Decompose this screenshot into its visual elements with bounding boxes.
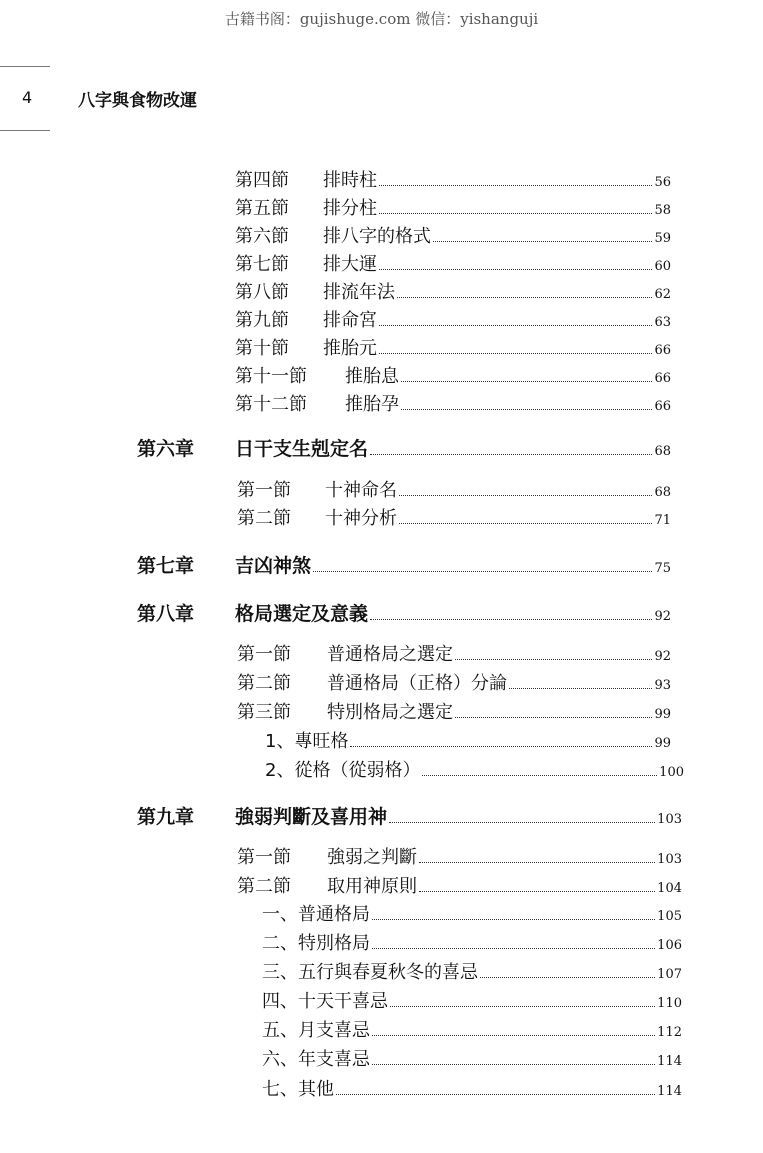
toc-page: 99 <box>654 736 671 751</box>
toc-entry-subsection[interactable] <box>262 906 682 924</box>
toc-title: 特別格局之選定 <box>327 702 453 723</box>
toc-prefix: 第六節 <box>235 226 289 247</box>
toc-title: 1、專旺格 <box>265 731 349 752</box>
toc-title: 十神命名 <box>325 480 397 501</box>
toc-leader <box>390 1006 655 1007</box>
toc-page: 68 <box>654 485 671 500</box>
toc-title: 六、年支喜忌 <box>262 1049 370 1070</box>
toc-prefix: 第七節 <box>235 254 289 275</box>
toc-leader <box>399 523 652 524</box>
toc-prefix: 第八節 <box>235 282 289 303</box>
toc-prefix: 第四節 <box>235 170 289 191</box>
toc-page: 104 <box>657 881 682 896</box>
toc-page: 93 <box>654 678 671 693</box>
toc-entry-section[interactable] <box>237 675 671 693</box>
toc-leader <box>372 1064 655 1065</box>
toc-page: 66 <box>654 399 671 414</box>
toc-prefix: 第十節 <box>235 338 289 359</box>
toc-leader <box>379 213 652 214</box>
toc-page: 66 <box>654 371 671 386</box>
toc-title: 推胎息 <box>345 366 399 387</box>
toc-entry-subsection[interactable] <box>262 993 682 1011</box>
toc-entry-section[interactable] <box>237 510 671 528</box>
toc-title: 十神分析 <box>325 508 397 529</box>
toc-title: 排大運 <box>323 254 377 275</box>
toc-entry-subsection[interactable] <box>265 762 684 780</box>
toc-prefix: 第七章 <box>137 555 195 577</box>
toc-leader <box>370 454 652 455</box>
toc-title: 排八字的格式 <box>323 226 431 247</box>
toc-title: 排時柱 <box>323 170 377 191</box>
toc-title: 七、其他 <box>262 1079 334 1100</box>
toc-title: 四、十天干喜忌 <box>262 991 388 1012</box>
toc-page: 107 <box>657 967 682 982</box>
toc-prefix: 第六章 <box>137 438 195 460</box>
toc-entry-section[interactable] <box>235 256 671 274</box>
toc-leader <box>455 717 652 718</box>
toc-entry-section[interactable] <box>237 878 682 896</box>
toc-leader <box>399 495 652 496</box>
toc-prefix: 第二節 <box>237 508 291 529</box>
toc-entry-section[interactable] <box>235 284 671 302</box>
toc-leader <box>313 571 652 572</box>
toc-prefix: 第九章 <box>137 806 195 828</box>
toc-leader <box>379 325 652 326</box>
toc-page: 71 <box>654 513 671 528</box>
toc-entry-chapter[interactable] <box>137 808 682 827</box>
toc-prefix: 第八章 <box>137 603 195 625</box>
toc-prefix: 第九節 <box>235 310 289 331</box>
toc-entry-subsection[interactable] <box>262 1051 682 1069</box>
toc-prefix: 第三節 <box>237 702 291 723</box>
toc-entry-subsection[interactable] <box>262 964 682 982</box>
toc-leader <box>379 353 652 354</box>
toc-page: 114 <box>657 1054 682 1069</box>
toc-entry-section[interactable] <box>235 396 671 414</box>
toc-leader <box>379 269 652 270</box>
toc-leader <box>401 381 652 382</box>
toc-entry-section[interactable] <box>235 200 671 218</box>
toc-leader <box>397 297 652 298</box>
toc-title: 吉凶神煞 <box>235 555 312 577</box>
toc-leader <box>372 919 655 920</box>
header-rule-top <box>0 66 50 67</box>
toc-leader <box>372 1035 655 1036</box>
toc-entry-section[interactable] <box>235 228 671 246</box>
toc-title: 2、從格（從弱格） <box>265 760 421 781</box>
toc-title: 排流年法 <box>323 282 395 303</box>
toc-page: 92 <box>654 609 671 624</box>
toc-entry-subsection[interactable] <box>262 1022 682 1040</box>
toc-entry-section[interactable] <box>237 849 682 867</box>
toc-prefix: 第十一節 <box>235 366 307 387</box>
toc-title: 推胎孕 <box>345 394 399 415</box>
toc-page: 99 <box>654 707 671 722</box>
toc-title: 五、月支喜忌 <box>262 1020 370 1041</box>
toc-title: 推胎元 <box>323 338 377 359</box>
toc-title: 三、五行與春夏秋冬的喜忌 <box>262 962 478 983</box>
toc-page: 100 <box>659 765 684 780</box>
toc-title: 排分柱 <box>323 198 377 219</box>
toc-leader <box>480 977 655 978</box>
toc-leader <box>372 948 655 949</box>
toc-entry-section[interactable] <box>235 172 671 190</box>
toc-title: 格局選定及意義 <box>235 603 369 625</box>
toc-title: 排命宮 <box>323 310 377 331</box>
toc-leader <box>419 891 655 892</box>
toc-entry-section[interactable] <box>235 312 671 330</box>
toc-page: 63 <box>654 315 671 330</box>
header-rule-bottom <box>0 130 50 131</box>
toc-prefix: 第二節 <box>237 673 291 694</box>
toc-prefix: 第一節 <box>237 480 291 501</box>
toc-page: 105 <box>657 909 682 924</box>
toc-page: 112 <box>657 1025 682 1040</box>
toc-title: 一、普通格局 <box>262 904 370 925</box>
toc-title: 普通格局（正格）分論 <box>327 673 507 694</box>
toc-entry-subsection[interactable] <box>262 1081 682 1099</box>
toc-page: 58 <box>654 203 671 218</box>
toc-leader <box>433 241 652 242</box>
toc-title: 日干支生剋定名 <box>235 438 369 460</box>
toc-entry-chapter[interactable] <box>137 557 671 576</box>
toc-page: 92 <box>654 649 671 664</box>
toc-title: 二、特別格局 <box>262 933 370 954</box>
toc-prefix: 第十二節 <box>235 394 307 415</box>
toc-page: 114 <box>657 1084 682 1099</box>
toc-entry-section[interactable] <box>237 704 671 722</box>
page-number: 4 <box>22 88 33 107</box>
toc-prefix: 第一節 <box>237 847 291 868</box>
toc-leader <box>401 409 652 410</box>
toc-entry-section[interactable] <box>237 482 671 500</box>
toc-leader <box>379 185 652 186</box>
toc-leader <box>509 688 652 689</box>
toc-leader <box>350 746 652 747</box>
toc-page: 59 <box>654 231 671 246</box>
toc-entry-chapter[interactable] <box>137 605 671 624</box>
watermark-text: 古籍书阁：gujishuge.com 微信：yishanguji <box>224 10 539 28</box>
toc-leader <box>336 1094 655 1095</box>
toc-page: 75 <box>654 561 671 576</box>
toc-page: 68 <box>654 444 671 459</box>
toc-entry-chapter[interactable] <box>137 440 671 459</box>
toc-page: 62 <box>654 287 671 302</box>
toc-entry-section[interactable] <box>235 368 671 386</box>
toc-title: 普通格局之選定 <box>327 644 453 665</box>
toc-leader <box>422 775 657 776</box>
toc-page: 56 <box>654 175 671 190</box>
toc-page: 110 <box>657 996 682 1011</box>
toc-title: 取用神原則 <box>327 876 417 897</box>
toc-page: 106 <box>657 938 682 953</box>
toc-prefix: 第二節 <box>237 876 291 897</box>
toc-leader <box>419 862 655 863</box>
toc-entry-subsection[interactable] <box>262 935 682 953</box>
toc-leader <box>389 822 655 823</box>
toc-entry-subsection[interactable] <box>265 733 671 751</box>
toc-page: 103 <box>657 852 682 867</box>
toc-entry-section[interactable] <box>235 340 671 358</box>
toc-leader <box>370 619 652 620</box>
toc-title: 強弱判斷及喜用神 <box>235 806 388 828</box>
toc-page: 103 <box>657 812 682 827</box>
toc-page: 60 <box>654 259 671 274</box>
toc-prefix: 第一節 <box>237 644 291 665</box>
toc-entry-section[interactable] <box>237 646 671 664</box>
toc-leader <box>455 659 652 660</box>
toc-title: 強弱之判斷 <box>327 847 417 868</box>
book-title: 八字與食物改運 <box>78 91 197 111</box>
toc-prefix: 第五節 <box>235 198 289 219</box>
toc-page: 66 <box>654 343 671 358</box>
